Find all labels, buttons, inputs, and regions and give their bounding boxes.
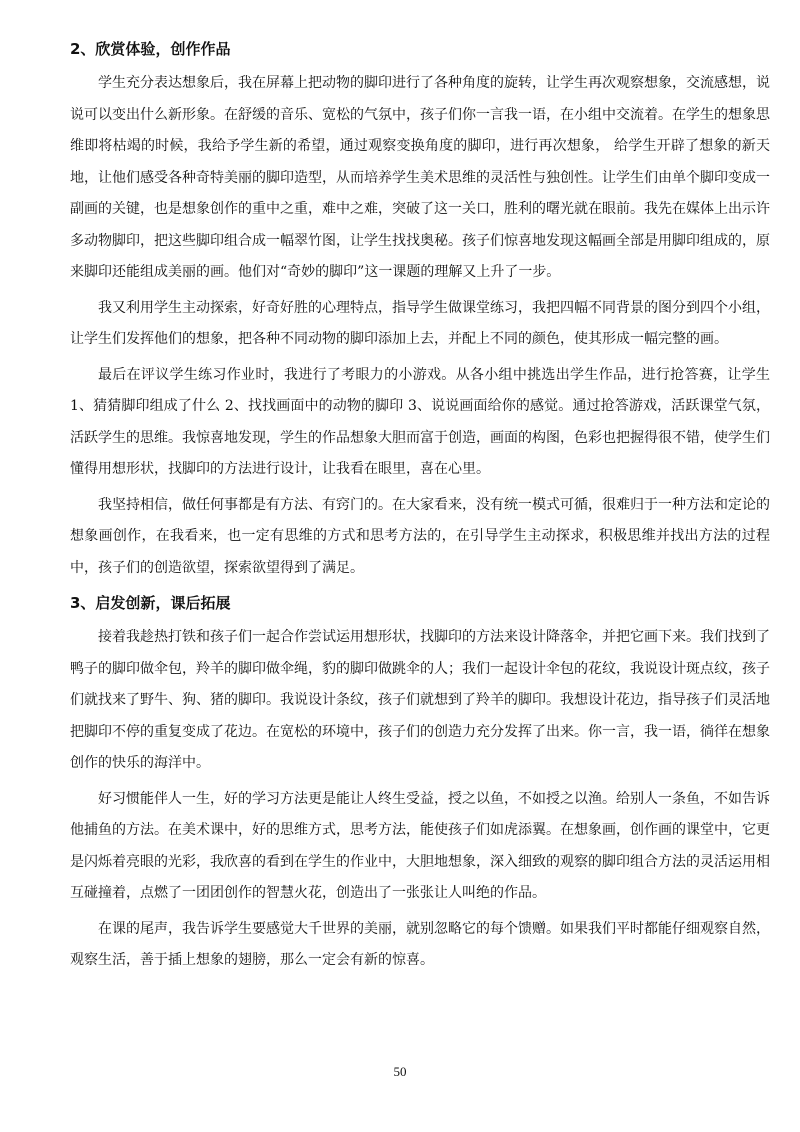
section-heading-3: 3、启发创新，课后拓展: [70, 594, 231, 612]
page-content: [70, 34, 770, 981]
paragraph: 好习惯能伴人一生，好的学习方法更是能让人终生受益，授之以鱼，不如授之以渔。给别人一条鱼，不如告诉他捕鱼的方法。在美术课中，好的思维方式，思考方法，能使孩子们如虎添翼。在想象画，创作画的课堂中，它更是闪烁着亮眼的光彩，我欣喜的看到在学生的作业中，大胆地想象，深入细致的观察的脚印组合方法的灵活运用相互碰撞着，点燃了一团团创作的智慧火花，创造出了一张张让人叫绝的作品。: [70, 790, 770, 901]
paragraph: 我又利用学生主动探索，好奇好胜的心理特点，指导学生做课堂练习，我把四幅不同背景的图分到四个小组，让学生们发挥他们的想象，把各种不同动物的脚印添加上去，并配上不同的颜色，使其形成一幅完整的画。: [70, 299, 770, 347]
paragraph: 学生充分表达想象后，我在屏幕上把动物的脚印进行了各种角度的旋转，让学生再次观察想象，交流感想，说说可以变出什么新形象。在舒缓的音乐、宽松的气氛中，孩子们你一言我一语，在小组中交流着。在学生的想象思维即将枯竭的时候，我给予学生新的希望，通过观察变换角度的脚印，进行再次想象， 给学生开辟了想象的新天地，让他们感受各种奇特美丽的脚印造型，从而培养学生美术思维的灵活性与独创性。让学生们由单个脚印变成一副画的关键，也是想象创作的重中之重，难中之难，突破了这一关口，胜利的曙光就在眼前。我先在媒体上出示许多动物脚印，把这些脚印组合成一幅翠竹图，让学生找找奥秘。孩子们惊喜地发现这幅画全部是用脚印组成的，原来脚印还能组成美丽的画。他们对“奇妙的脚印”这一课题的理解又上升了一步。: [70, 75, 770, 280]
page-number: 50: [393, 1064, 407, 1079]
paragraph: 我坚持相信，做任何事都是有方法、有窍门的。在大家看来，没有统一模式可循，很难归于一种方法和定论的想象画创作，在我看来，也一定有思维的方式和思考方法的，在引导学生主动探求，积极思维并找出方法的过程中，孩子们的创造欲望，探索欲望得到了满足。: [70, 496, 770, 576]
section-heading-2: 2、欣赏体验，创作作品: [70, 40, 231, 58]
paragraph: 在课的尾声，我告诉学生要感觉大千世界的美丽，就别忽略它的每个馈赠。如果我们平时都能仔细观察自然，观察生活，善于插上想象的翅膀，那么一定会有新的惊喜。: [70, 920, 770, 968]
paragraph: 接着我趁热打铁和孩子们一起合作尝试运用想形状，找脚印的方法来设计降落伞，并把它画下来。我们找到了鸭子的脚印做伞包，羚羊的脚印做伞绳，豹的脚印做跳伞的人；我们一起设计伞包的花纹，我说设计斑点纹，孩子们就找来了野牛、狗、猪的脚印。我说设计条纹，孩子们就想到了羚羊的脚印。我想设计花边，指导孩子们灵活地把脚印不停的重复变成了花边。在宽松的环境中，孩子们的创造力充分发挥了出来。你一言，我一语，徜徉在想象创作的快乐的海洋中。: [70, 629, 770, 771]
paragraph: 最后在评议学生练习作业时，我进行了考眼力的小游戏。从各小组中挑选出学生作品，进行抢答赛，让学生 1、猜猜脚印组成了什么 2、找找画面中的动物的脚印 3、说说画面给你的感觉。通过抢答游戏，活跃课堂气氛，活跃学生的思维。我惊喜地发现，学生的作品想象大胆而富于创造，画面的构图，色彩也把握得很不错，使学生们懂得用想形状，找脚印的方法进行设计，让我看在眼里，喜在心里。: [70, 366, 770, 477]
